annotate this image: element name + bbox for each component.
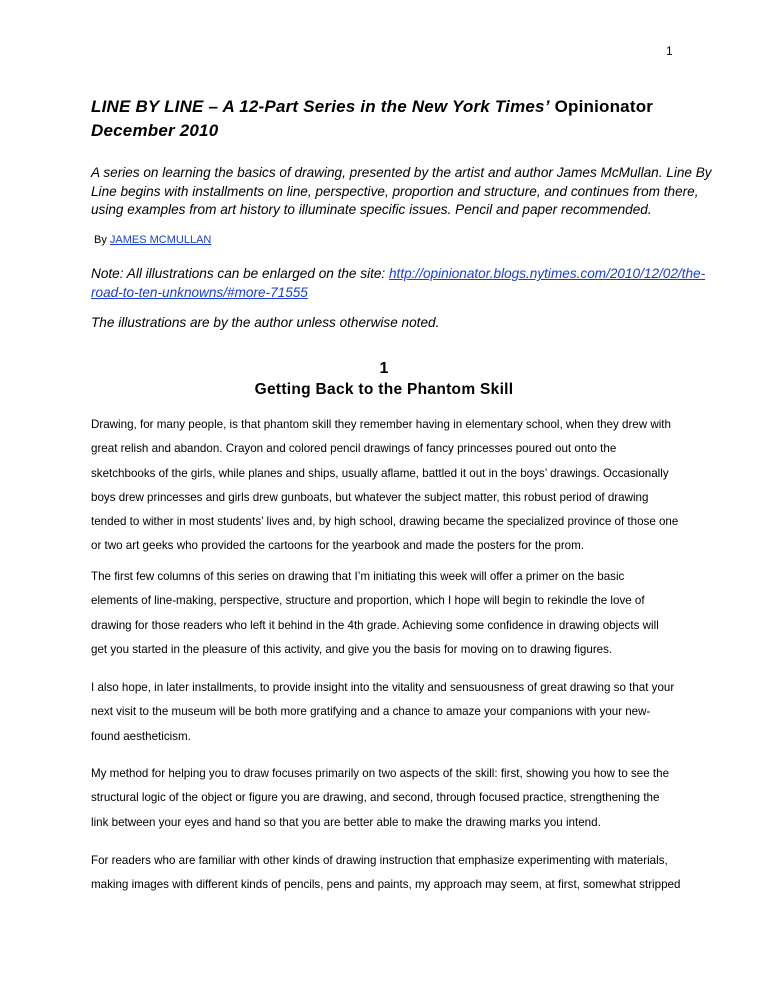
paragraph (91, 413, 691, 559)
opinionator-link-continued[interactable]: road-to-ten-unknowns/#more-71555 (91, 284, 308, 300)
paragraph-line: great relish and abandon. Crayon and colored pencil drawings of fancy princesses poured out onto the (91, 442, 617, 456)
byline (94, 234, 211, 246)
paragraph-line: The first few columns of this series on drawing that I’m initiating this week will offer a primer on the basic (91, 570, 625, 583)
page-number: 1 (666, 44, 673, 58)
paragraph-line: I also hope, in later installments, to provide insight into the vitality and sensuousness of great drawing so that your (91, 681, 675, 694)
author-link[interactable]: JAMES MCMULLAN (109, 234, 212, 246)
section-number: 1 (379, 360, 389, 377)
byline-prefix: By (94, 234, 107, 246)
paragraph-line: get you started in the pleasure of this activity, and give you the basis for moving on to drawing figures. (91, 642, 613, 656)
note-text: Note: All illustrations can be enlarged on the site: (91, 266, 386, 281)
illustrations-note: The illustrations are by the author unless otherwise noted. (91, 315, 440, 330)
paragraph-line: making images with different kinds of pencils, pens and paints, my approach may seem, at first, somewhat stripped (91, 878, 681, 892)
paragraph-line: link between your eyes and hand so that you are better able to make the drawing marks you intend. (91, 815, 601, 829)
paragraph-line: or two art geeks who provided the cartoons for the yearbook and made the posters for the prom. (91, 539, 585, 553)
paragraph (91, 849, 691, 898)
paragraph-line: sketchbooks of the girls, while planes and ships, usually aflame, battled it out in the boys’ drawings. Occasionally (91, 466, 669, 480)
series-title: LINE BY LINE – A 12-Part Series in the New York Times’ (91, 97, 550, 116)
paragraph-line: tended to wither in most students’ lives and, by high school, drawing became the specialized province of those one (91, 515, 679, 529)
paragraph (91, 565, 691, 662)
series-description (91, 164, 712, 220)
paragraph-line: boys drew princesses and girls drew gunboats, but whatever the subject matter, this robust period of drawing (91, 490, 649, 504)
paragraph-line: next visit to the museum will be both more gratifying and a chance to amaze your companions with your new- (91, 705, 651, 719)
paragraph-line: drawing for those readers who left it behind in the 4th grade. Achieving some confidence in drawing objects will (91, 618, 659, 632)
paragraph-line: structural logic of the object or figure you are drawing, and second, through focused practice, strengthening the (91, 791, 660, 805)
paragraph (91, 762, 691, 835)
enlarge-note (91, 265, 706, 302)
intro-line: Line begins with installments on line, perspective, proportion and structure, and continues from there, (91, 183, 699, 199)
paragraph-line: Drawing, for many people, is that phantom skill they remember having in elementary school, when they drew with (91, 418, 671, 431)
paragraph-line: For readers who are familiar with other kinds of drawing instruction that emphasize experimenting with materials, (91, 854, 668, 867)
publication-date: December 2010 (91, 121, 219, 140)
paragraph-line: elements of line-making, perspective, structure and proportion, which I hope will begin to rekindle the love of (91, 594, 645, 608)
publication-name: Opinionator (554, 97, 654, 116)
paragraph (91, 676, 691, 749)
opinionator-link[interactable]: http://opinionator.blogs.nytimes.com/2010/12/02/the- (388, 266, 706, 281)
intro-line: A series on learning the basics of drawing, presented by the artist and author James McMullan. Line By (91, 165, 712, 180)
paragraph-line: My method for helping you to draw focuses primarily on two aspects of the skill: first, showing you how to see the (91, 767, 670, 780)
document-title (91, 95, 691, 143)
section-title: Getting Back to the Phantom Skill (254, 381, 514, 398)
intro-line: using examples from art history to illuminate specific issues. Pencil and paper recommended. (91, 202, 652, 217)
paragraph-line: found aestheticism. (91, 729, 191, 743)
